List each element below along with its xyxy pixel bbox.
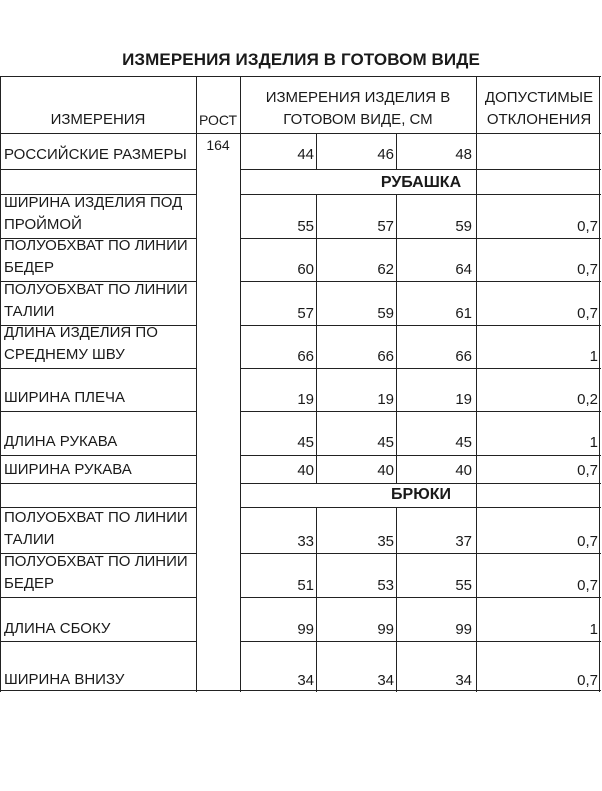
size-value: 44 [297, 146, 314, 163]
row-label-line2: СРЕДНЕМУ ШВУ [4, 346, 125, 363]
tolerance-value: 1 [589, 434, 598, 451]
grid-line [240, 411, 601, 412]
cell-value: 59 [455, 218, 472, 235]
grid-line [0, 411, 197, 412]
cell-value: 57 [297, 305, 314, 322]
cell-value: 33 [297, 533, 314, 550]
header-measurements: ИЗМЕРЕНИЯ [50, 111, 146, 128]
tolerance-value: 0,2 [577, 391, 598, 408]
header-finished-line1: ИЗМЕРЕНИЯ ИЗДЕЛИЯ В [265, 89, 451, 106]
row-label: ШИРИНА РУКАВА [4, 461, 132, 478]
row-label: ШИРИНА ПЛЕЧА [4, 389, 125, 406]
grid-line [396, 134, 397, 169]
grid-line [0, 368, 197, 369]
row-label: ДЛИНА РУКАВА [4, 433, 118, 450]
row-label-line2: БЕДЕР [4, 575, 55, 592]
cell-value: 19 [377, 391, 394, 408]
grid-line [0, 133, 601, 134]
row-label-line1: ДЛИНА ИЗДЕЛИЯ ПО [4, 324, 158, 341]
grid-line [0, 281, 197, 282]
grid-line [240, 455, 601, 456]
row-label-line1: ПОЛУОБХВАТ ПО ЛИНИИ [4, 281, 188, 298]
row-label-line2: ПРОЙМОЙ [4, 216, 82, 233]
cell-value: 66 [455, 348, 472, 365]
cell-value: 19 [297, 391, 314, 408]
cell-value: 34 [377, 672, 394, 689]
document-title: ИЗМЕРЕНИЯ ИЗДЕЛИЯ В ГОТОВОМ ВИДЕ [122, 50, 480, 69]
cell-value: 51 [297, 577, 314, 594]
grid-line [240, 483, 601, 484]
cell-value: 40 [455, 462, 472, 479]
cell-value: 45 [377, 434, 394, 451]
grid-line [0, 76, 601, 77]
tolerance-value: 0,7 [577, 672, 598, 689]
cell-value: 53 [377, 577, 394, 594]
cell-value: 45 [455, 434, 472, 451]
cell-value: 37 [455, 533, 472, 550]
size-value: 48 [455, 146, 472, 163]
row-label: ДЛИНА СБОКУ [4, 620, 111, 637]
header-tolerance-line2: ОТКЛОНЕНИЯ [486, 111, 592, 128]
tolerance-value: 0,7 [577, 305, 598, 322]
grid-line [240, 194, 601, 195]
cell-value: 35 [377, 533, 394, 550]
row-label-line2: ТАЛИИ [4, 531, 55, 548]
grid-line [396, 507, 397, 692]
row-label: ШИРИНА ВНИЗУ [4, 671, 125, 688]
header-height: РОСТ [198, 112, 238, 128]
cell-value: 40 [377, 462, 394, 479]
tolerance-value: 1 [589, 621, 598, 638]
cell-value: 99 [377, 621, 394, 638]
row-label-line1: ПОЛУОБХВАТ ПО ЛИНИИ [4, 553, 188, 570]
cell-value: 66 [377, 348, 394, 365]
cell-value: 64 [455, 261, 472, 278]
grid-line [0, 238, 197, 239]
cell-value: 19 [455, 391, 472, 408]
cell-value: 55 [297, 218, 314, 235]
grid-line [240, 597, 601, 598]
grid-line [240, 238, 601, 239]
cell-value: 45 [297, 434, 314, 451]
cell-value: 61 [455, 305, 472, 322]
grid-line [0, 483, 197, 484]
grid-line [0, 553, 197, 554]
row-label-line1: ПОЛУОБХВАТ ПО ЛИНИИ [4, 237, 188, 254]
cell-value: 66 [297, 348, 314, 365]
row-label-line2: БЕДЕР [4, 259, 55, 276]
header-tolerance-line1: ДОПУСТИМЫЕ [484, 89, 594, 106]
cell-value: 99 [297, 621, 314, 638]
tolerance-value: 0,7 [577, 218, 598, 235]
row-label-line2: ТАЛИИ [4, 303, 55, 320]
cell-value: 34 [455, 672, 472, 689]
tolerance-value: 0,7 [577, 577, 598, 594]
measurements-table [0, 76, 602, 692]
grid-line [0, 325, 197, 326]
grid-line [0, 507, 197, 508]
grid-line [0, 169, 197, 170]
cell-value: 40 [297, 462, 314, 479]
sizes-row-label: РОССИЙСКИЕ РАЗМЕРЫ [4, 146, 187, 163]
grid-line [240, 368, 601, 369]
cell-value: 62 [377, 261, 394, 278]
section-title-shirt: РУБАШКА [380, 174, 462, 191]
row-label-line1: ШИРИНА ИЗДЕЛИЯ ПОД [4, 194, 183, 211]
section-title-trousers: БРЮКИ [391, 486, 451, 503]
cell-value: 59 [377, 305, 394, 322]
grid-line [316, 507, 317, 692]
height-value: 164 [206, 137, 230, 153]
tolerance-value: 1 [589, 348, 598, 365]
cell-value: 55 [455, 577, 472, 594]
grid-line [240, 507, 601, 508]
grid-line [240, 641, 601, 642]
cell-value: 60 [297, 261, 314, 278]
grid-line [0, 690, 601, 691]
tolerance-value: 0,7 [577, 533, 598, 550]
grid-line [0, 597, 197, 598]
grid-line [240, 553, 601, 554]
header-finished-line2: ГОТОВОМ ВИДЕ, СМ [283, 111, 433, 128]
size-value: 46 [377, 146, 394, 163]
cell-value: 57 [377, 218, 394, 235]
grid-line [240, 281, 601, 282]
grid-line [0, 194, 197, 195]
cell-value: 99 [455, 621, 472, 638]
row-label-line1: ПОЛУОБХВАТ ПО ЛИНИИ [4, 509, 188, 526]
tolerance-value: 0,7 [577, 462, 598, 479]
grid-line [240, 169, 601, 170]
grid-line [240, 325, 601, 326]
grid-line [316, 134, 317, 169]
tolerance-value: 0,7 [577, 261, 598, 278]
cell-value: 34 [297, 672, 314, 689]
grid-line [0, 455, 197, 456]
grid-line [0, 641, 197, 642]
